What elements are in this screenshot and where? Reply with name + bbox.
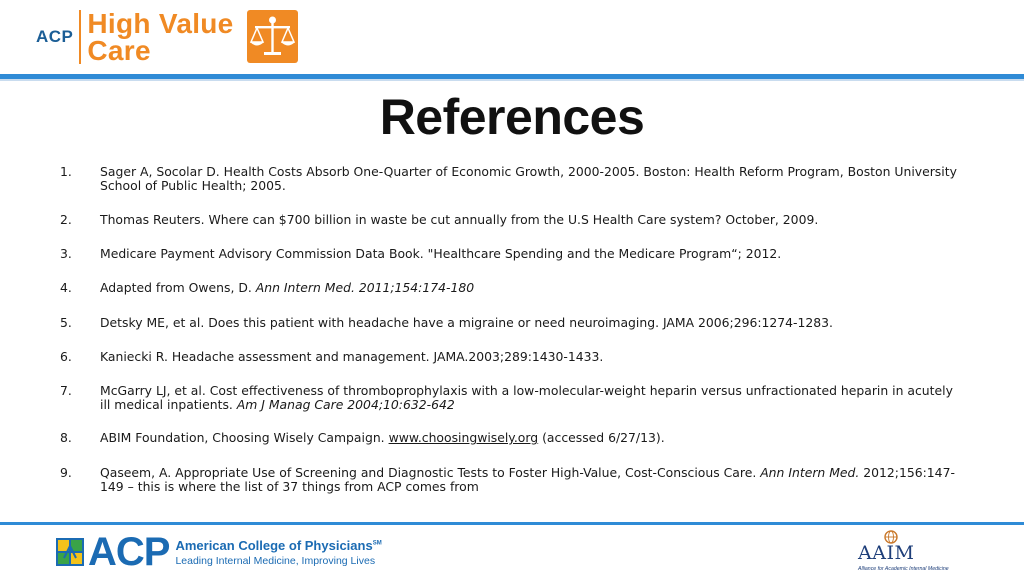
reference-number: 7. xyxy=(60,383,72,398)
reference-citation-italic: Ann Intern Med. 2011;154:174-180 xyxy=(255,280,475,295)
reference-number: 5. xyxy=(60,315,72,330)
reference-item xyxy=(60,431,665,445)
reference-item xyxy=(60,384,960,412)
acp-emblem-icon xyxy=(56,538,84,566)
reference-number: 8. xyxy=(60,430,72,445)
reference-item xyxy=(60,165,960,193)
reference-item xyxy=(60,350,603,364)
reference-text-after: 2012;156:147-149 – this is where the list of 37 things from ACP comes from xyxy=(100,465,955,494)
choosing-wisely-link[interactable]: www.choosingwisely.org xyxy=(388,430,539,445)
header-rule-shadow xyxy=(0,79,1024,81)
reference-item xyxy=(60,466,960,494)
logo-line-1: High Value xyxy=(87,8,234,39)
reference-text: Detsky ME, et al. Does this patient with headache have a migraine or need neuroimaging. JAMA 2006;296:1274-1283. xyxy=(100,315,833,330)
reference-number: 1. xyxy=(60,164,72,179)
reference-item xyxy=(60,281,474,295)
reference-text xyxy=(100,280,474,295)
high-value-care-logo xyxy=(36,8,234,66)
reference-text: Thomas Reuters. Where can $700 billion in waste be cut annually from the U.S Health Care system? October, 2009. xyxy=(100,212,819,227)
reference-text: Kaniecki R. Headache assessment and management. JAMA.2003;289:1430-1433. xyxy=(100,349,604,364)
footer-rule xyxy=(0,522,1024,525)
acp-footer-wordmark: ACP xyxy=(88,530,170,574)
reference-text xyxy=(100,430,665,445)
aaim-full-name: Alliance for Academic Internal Medicine xyxy=(858,566,949,572)
reference-text-plain: ABIM Foundation, Choosing Wisely Campaign. xyxy=(100,430,389,445)
reference-citation-italic: Ann Intern Med. xyxy=(760,465,860,480)
page-title: References xyxy=(379,89,645,145)
reference-item xyxy=(60,213,818,227)
high-value-care-wordmark xyxy=(87,10,233,64)
acp-full-name-text: American College of Physicians xyxy=(175,537,373,553)
reference-number: 9. xyxy=(60,465,72,480)
acp-footer-words xyxy=(175,538,381,567)
acp-tagline: Leading Internal Medicine, Improving Lives xyxy=(175,554,376,567)
reference-number: 2. xyxy=(60,212,72,227)
reference-number: 3. xyxy=(60,246,72,261)
scales-of-justice-icon xyxy=(247,10,298,63)
reference-text-plain: Adapted from Owens, D. xyxy=(100,280,256,295)
aaim-wordmark: AAIM xyxy=(858,542,915,564)
reference-number: 6. xyxy=(60,349,72,364)
logo-line-2: Care xyxy=(87,35,151,66)
reference-item xyxy=(60,316,833,330)
reference-text-plain: McGarry LJ, et al. Cost effectiveness of thromboprophylaxis with a low-molecular-weight heparin versus unfractionated heparin in acutely ill medical inpatients. xyxy=(100,383,953,412)
logo-divider xyxy=(79,10,81,64)
reference-text-plain: Qaseem, A. Appropriate Use of Screening and Diagnostic Tests to Foster High-Value, Cost-Conscious Care. xyxy=(100,465,761,480)
acp-full-name xyxy=(175,538,381,553)
acp-logo-text: ACP xyxy=(36,27,74,46)
reference-text: Sager A, Socolar D. Health Costs Absorb One-Quarter of Economic Growth, 2000-2005. Boston: Health Reform Program, Boston University School of Public Health; 2005. xyxy=(100,164,957,193)
reference-number: 4. xyxy=(60,280,72,295)
reference-text: Medicare Payment Advisory Commission Data Book. "Healthcare Spending and the Medicare Program“; 2012. xyxy=(100,246,782,261)
acp-service-mark: SM xyxy=(372,540,382,547)
aaim-logo xyxy=(850,530,970,574)
reference-text xyxy=(100,383,953,412)
reference-item xyxy=(60,247,781,261)
reference-text xyxy=(100,465,955,494)
reference-citation-italic: Am J Manag Care 2004;10:632-642 xyxy=(236,397,455,412)
acp-footer-logo xyxy=(56,532,382,572)
reference-text-after: (accessed 6/27/13). xyxy=(538,430,665,445)
